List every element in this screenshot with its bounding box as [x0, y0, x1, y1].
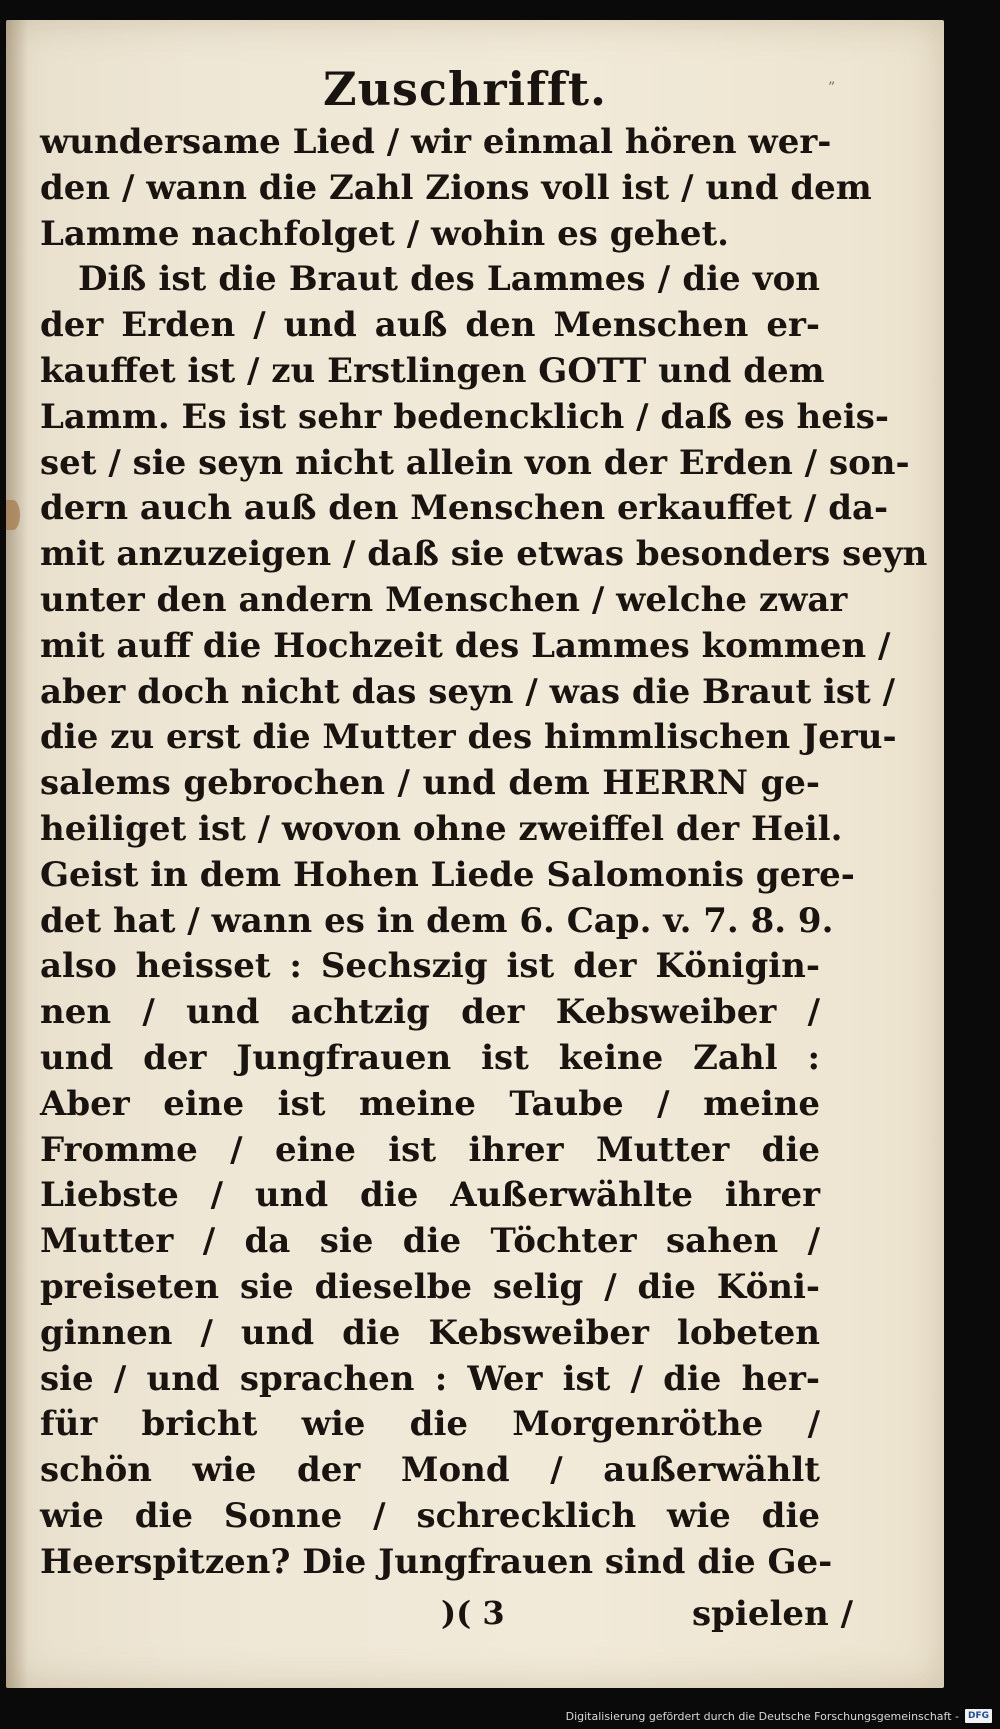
text-line: die zu erst die Mutter des himmlischen Jeru- [40, 717, 897, 758]
text-line: Heerspitzen? Die Jungfrauen sind die Ge- [40, 1541, 833, 1582]
text-line: Liebste / und die Außerwählte ihrer [40, 1175, 820, 1216]
text-line: wie die Sonne / schrecklich wie die [40, 1495, 820, 1536]
text-line: Aber eine ist meine Taube / meine [40, 1083, 820, 1124]
text-line: mit anzuzeigen / daß sie etwas besonders seyn [40, 534, 928, 575]
text-line: also heisset : Sechszig ist der Königin- [40, 946, 820, 987]
text-line: Diß ist die Braut des Lammes / die von [78, 259, 820, 300]
text-line: mit auff die Hochzeit des Lammes kommen / [40, 625, 891, 666]
page-stain [6, 500, 20, 530]
text-line: der Erden / und auß den Menschen er- [40, 305, 820, 346]
text-line: Mutter / da sie die Töchter sahen / [40, 1221, 820, 1262]
text-line: Lamme nachfolget / wohin es gehet. [40, 213, 729, 254]
text-line: Fromme / eine ist ihrer Mutter die [40, 1129, 820, 1170]
text-line: unter den andern Menschen / welche zwar [40, 579, 848, 620]
text-line: wundersame Lied / wir einmal hören wer- [40, 122, 832, 162]
signature-mark: )( 3 [441, 1594, 505, 1632]
text-line: und der Jungfrauen ist keine Zahl : [40, 1037, 820, 1078]
text-line: den / wann die Zahl Zions voll ist / und dem [40, 167, 872, 208]
text-line: kauffet ist / zu Erstlingen GOTT und dem [40, 350, 825, 391]
text-line: ginnen / und die Kebsweiber lobeten [40, 1312, 820, 1353]
body-text [40, 120, 928, 1586]
catchword: spielen / [692, 1594, 853, 1634]
text-line: aber doch nicht das seyn / was die Braut ist / [40, 671, 896, 712]
text-line: Geist in dem Hohen Liede Salomonis gere- [40, 854, 855, 895]
text-line: schön wie der Mond / außerwählt [40, 1450, 820, 1491]
page-footer [6, 1594, 944, 1644]
scanned-page [6, 20, 944, 1688]
text-line: set / sie seyn nicht allein von der Erden / son- [40, 442, 910, 483]
credit-text: Digitalisierung gefördert durch die Deutsche Forschungsgemeinschaft - [565, 1709, 959, 1723]
text-line: det hat / wann es in dem 6. Cap. v. 7. 8. 9. [40, 900, 834, 941]
text-line: für bricht wie die Morgenröthe / [40, 1404, 820, 1445]
running-head: Zuschrifft. [323, 62, 607, 116]
text-line: nen / und achtzig der Kebsweiber / [40, 992, 820, 1033]
text-line: dern auch auß den Menschen erkauffet / da- [40, 488, 889, 529]
dfg-logo: DFG [965, 1709, 992, 1723]
text-line: preiseten sie dieselbe selig / die Köni- [40, 1266, 820, 1307]
page-corner-mark: ” [828, 80, 836, 96]
text-line: heiliget ist / wovon ohne zweiffel der Heil. [40, 808, 843, 849]
digitization-credit [566, 1709, 992, 1723]
text-line: salems gebrochen / und dem HERRN ge- [40, 763, 820, 804]
text-line: Lamm. Es ist sehr bedencklich / daß es heis- [40, 396, 890, 437]
text-line: sie / und sprachen : Wer ist / die her- [40, 1358, 820, 1399]
